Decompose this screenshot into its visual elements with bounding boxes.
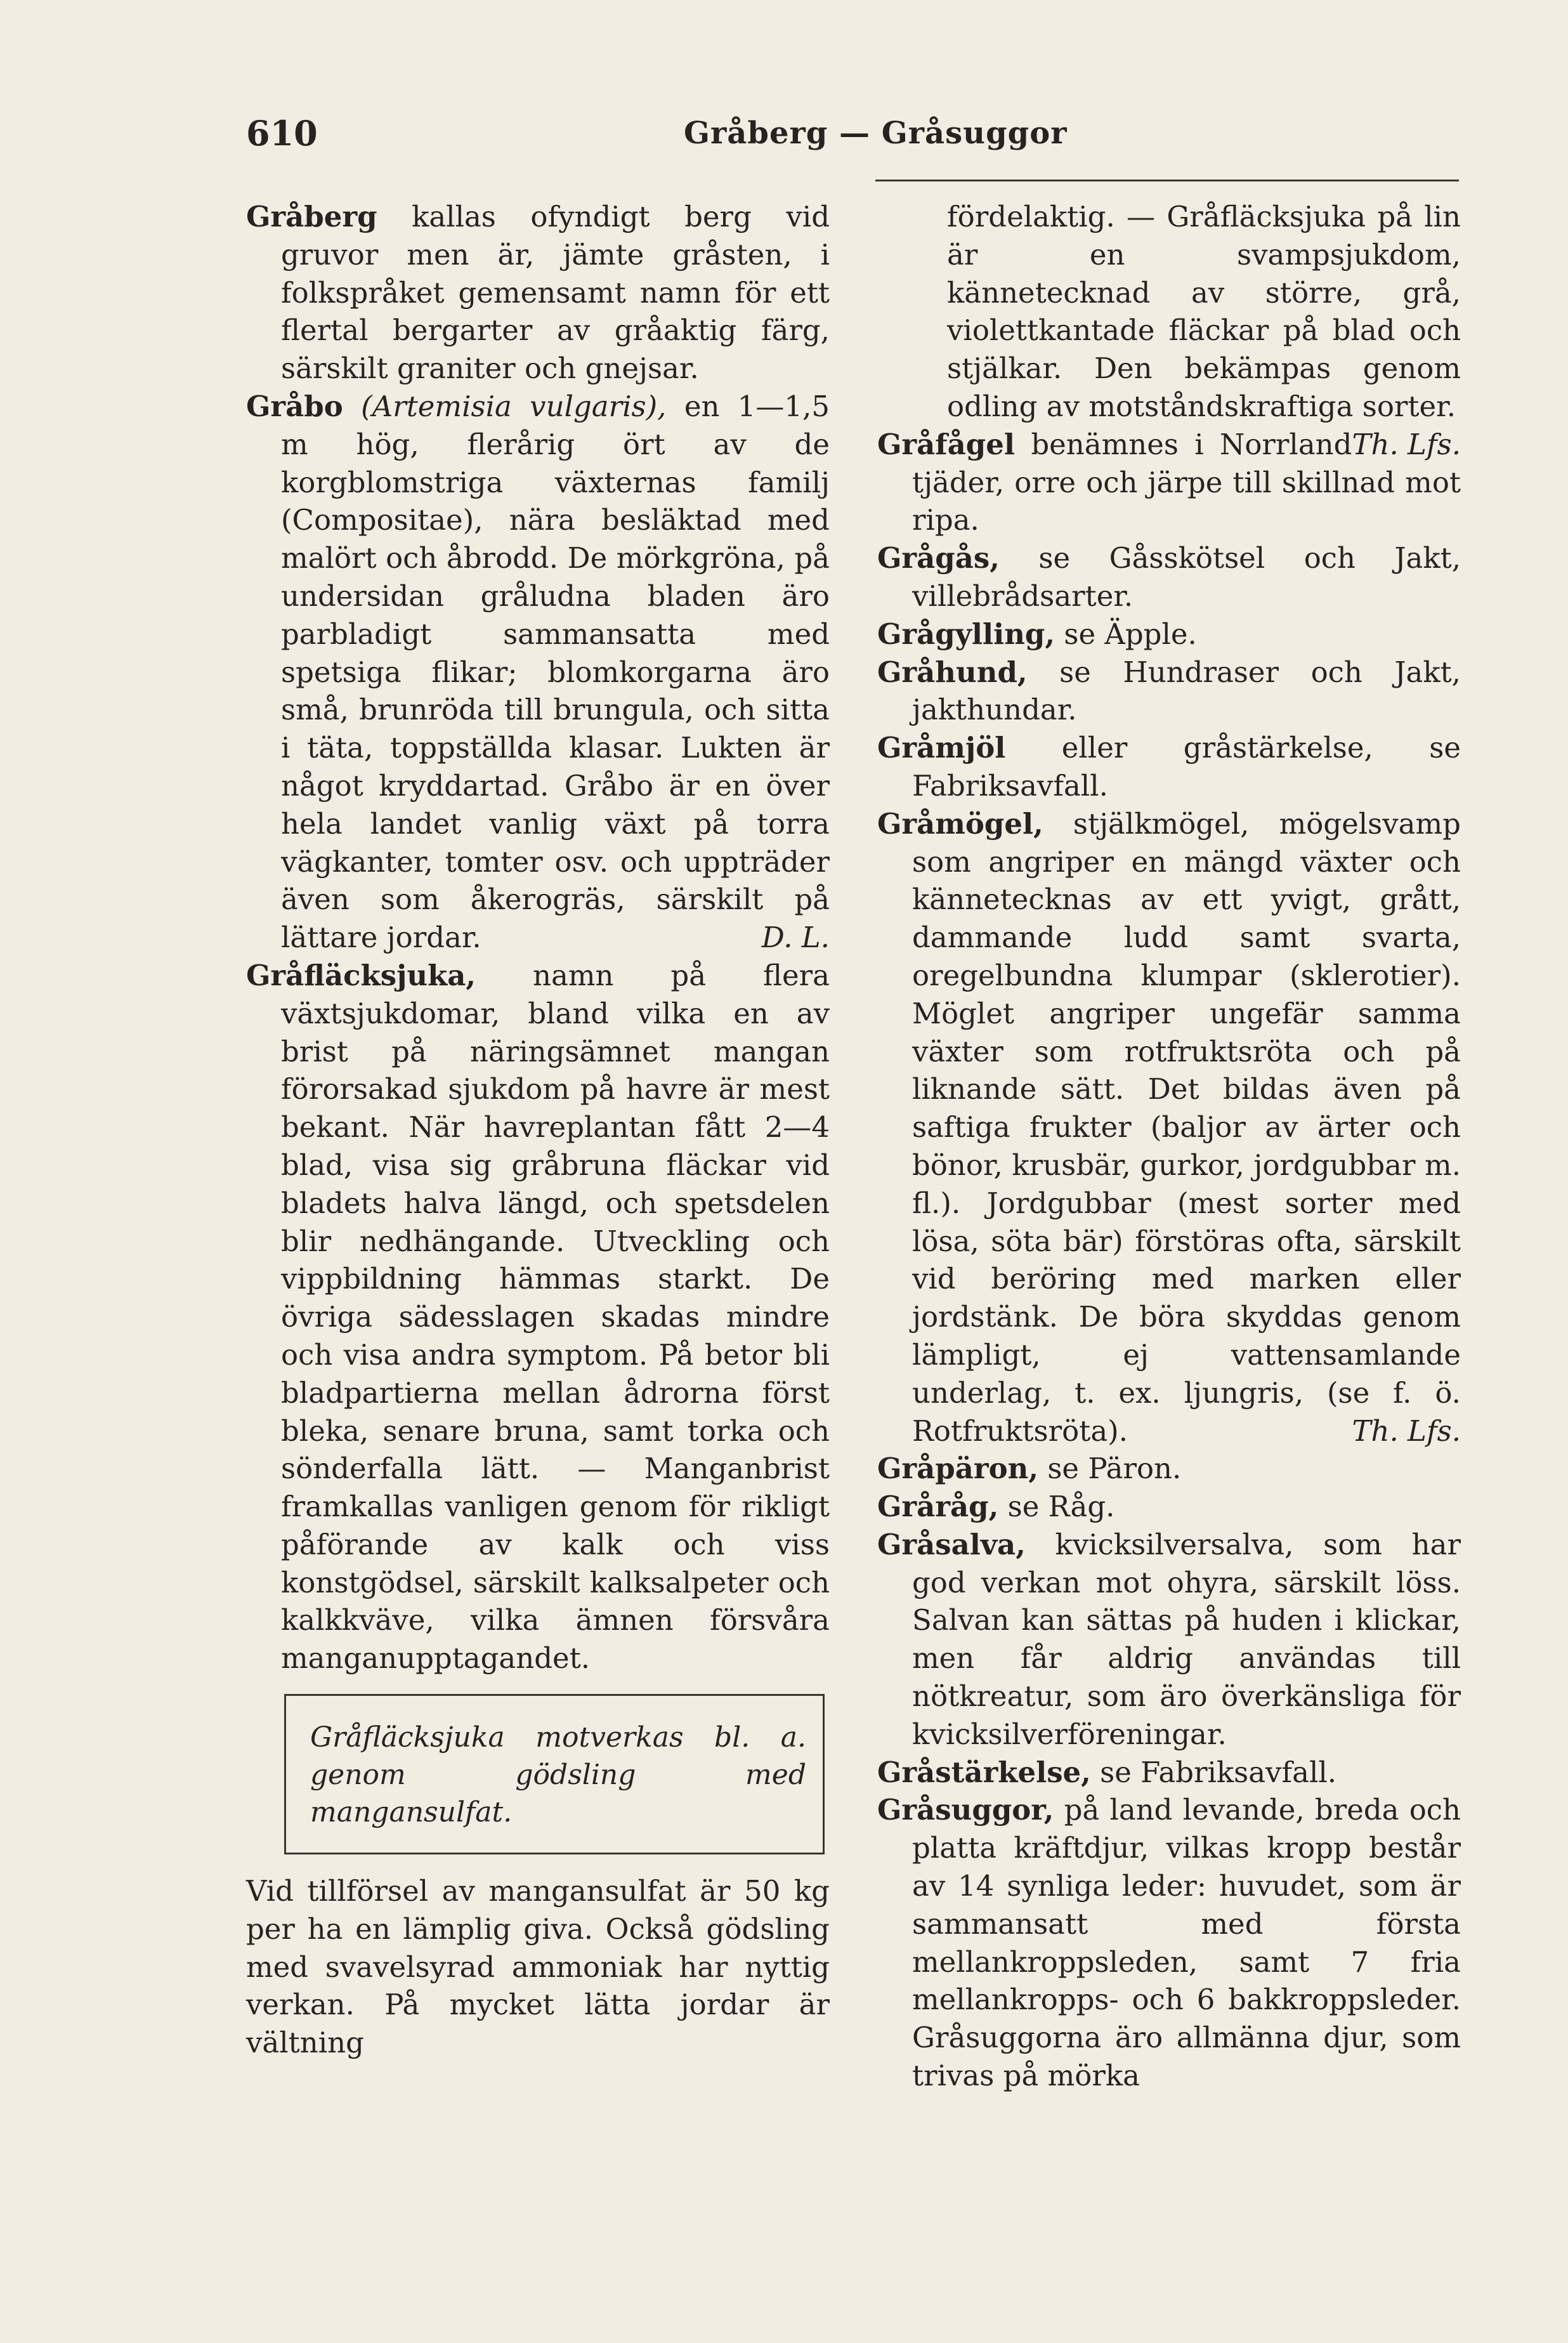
entry-gragas	[877, 539, 1461, 615]
author-signature: Th. Lfs.	[1352, 427, 1461, 461]
page-number: 610	[246, 113, 318, 154]
entry-text: på land levande, breda och platta kräftdjur, vilkas kropp består av 14 synliga leder: huvudet, som är sammansatt med första mellankroppsleden, samt 7 fria mellankropps- och 6 bakkroppsleder. Gråsuggorna äro allmänna djur, som trivas på mörka	[912, 1793, 1461, 2093]
author-signature: Th. Lfs.	[1352, 1414, 1461, 1448]
entry-text: benämnes i Norrland tjäder, orre och järpe till skillnad mot ripa.	[912, 427, 1461, 537]
entry-gragylling	[877, 615, 1461, 653]
entry-graparon	[877, 1450, 1461, 1488]
entry-grastarkelse	[877, 1754, 1461, 1792]
headword: Grågås,	[877, 541, 1000, 575]
page-header	[246, 108, 1483, 159]
headword: Gråberg	[246, 200, 377, 233]
entry-continuation: Vid tillförsel av mangansulfat är 50 kg per ha en lämplig giva. Också gödsling med svavelsyrad ammoniak har nyttig verkan. På mycket lätta jordar är vältning	[246, 1874, 830, 2060]
entry-grabo	[246, 388, 830, 957]
headword: Gråfläcksjuka,	[246, 958, 476, 992]
entry-grarag	[877, 1488, 1461, 1526]
headword: Gråfågel	[877, 427, 1016, 461]
entry-text: se Råg.	[998, 1490, 1115, 1524]
entry-text: se Päron.	[1038, 1452, 1182, 1486]
headword: Grågylling,	[877, 617, 1055, 651]
entry-graflacksjuka	[246, 957, 830, 1677]
headword: Gråmögel,	[877, 806, 1043, 841]
headword: Gråsalva,	[877, 1527, 1026, 1561]
author-signature: D. L.	[761, 921, 830, 955]
right-column	[877, 198, 1461, 2095]
entry-text: se Hundraser och Jakt, jakthundar.	[912, 655, 1461, 727]
entry-gramogel	[877, 805, 1461, 1450]
callout-box: Gråfläcksjuka motverkas bl. a. genom gödsling med mangansulfat.	[284, 1694, 825, 1854]
entry-text: se Gåsskötsel och Jakt, villebrådsarter.	[912, 541, 1461, 613]
header-rule	[875, 180, 1459, 181]
headword: Gråsuggor,	[877, 1793, 1054, 1827]
headword: Gråhund,	[877, 655, 1028, 689]
entry-text: stjälkmögel, mögelsvamp som angriper en mängd växter och kännetecknas av ett yvigt, grått, dammande ludd samt svarta, oregelbundna klumpar (sklerotier). Möglet angriper ungefär samma växter som rotfruktsröta och på liknande sätt. Det bildas även på saftiga frukter (baljor av ärter och bönor, krusbär, gurkor, jordgubbar m. fl.). Jordgubbar (mest sorter med lösa, söta bär) förstöras ofta, särskilt vid beröring med marken eller jordstänk. De böra skyddas genom lämpligt, ej vattensamlande underlag, t. ex. ljungris, (se f. ö. Rotfruktsröta).	[912, 806, 1461, 1448]
entry-text: kallas ofyndigt berg vid gruvor men är, jämte gråsten, i folkspråket gemensamt namn för ett flertal bergarter av gråaktig färg, särskilt graniter och gnejsar.	[281, 200, 830, 386]
entry-grasuggor	[877, 1791, 1461, 2094]
headword: Gråpäron,	[877, 1452, 1039, 1486]
entry-text: en 1—1,5 m hög, flerårig ört av de korgblomstriga växternas familj (Compositae), nära besläktad med malört och åbrodd. De mörkgröna, på undersidan gråludna bladen äro parbladigt sammansatta med spetsiga flikar; blomkorgarna äro små, brunröda till brungula, och sitta i täta, toppställda klasar. Lukten är något kryddartad. Gråbo är en över hela landet vanlig växt på torra vägkanter, tomter osv. och uppträder även som åkerogräs, särskilt på lättare jordar.	[281, 389, 830, 955]
headword: Gråmjöl	[877, 731, 1006, 765]
entry-text: se Äpple.	[1055, 617, 1197, 651]
headword: Gråstärkelse,	[877, 1755, 1091, 1789]
entry-text: namn på flera växtsjukdomar, bland vilka en av brist på näringsämnet mangan förorsakad sjukdom på havre är mest bekant. När havreplantan fått 2—4 blad, visa sig gråbruna fläckar vid bladets halva längd, och spetsdelen blir nedhängande. Utveckling och vippbildning hämmas starkt. De övriga sädesslagen skadas mindre och visa andra symptom. På betor bli bladpartierna mellan ådrorna först bleka, senare bruna, samt torka och sönderfalla lätt. — Manganbrist framkallas vanligen genom för rikligt påförande av kalk och viss konstgödsel, särskilt kalksalpeter och kalkkväve, vilka ämnen försvåra manganupptagandet.	[281, 958, 830, 1676]
latin-name: (Artemisia vulgaris),	[343, 389, 667, 423]
entry-grasalva	[877, 1526, 1461, 1754]
entry-text: fördelaktig. — Gråfläcksjuka på lin är en svampsjukdom, kännetecknad av större, grå, violettkantade fläckar på blad och stjälkar. Den bekämpas genom odling av motståndskraftiga sorter.	[947, 200, 1461, 423]
entry-gramjol	[877, 729, 1461, 805]
headword: Gråbo	[246, 389, 343, 423]
entry-text: eller gråstärkelse, se Fabriksavfall.	[912, 731, 1461, 803]
left-column	[246, 198, 830, 2062]
entry-grahund	[877, 653, 1461, 730]
entry-text: kvicksilversalva, som har god verkan mot ohyra, särskilt löss. Salvan kan sättas på huden i klickar, men får aldrig användas till nötkreatur, som äro överkänsliga för kvicksilverföreningar.	[912, 1527, 1461, 1751]
running-head: Gråberg — Gråsuggor	[684, 115, 1068, 151]
entry-text: se Fabriksavfall.	[1090, 1755, 1337, 1789]
headword: Gråråg,	[877, 1490, 999, 1524]
entry-graberg	[246, 198, 830, 388]
